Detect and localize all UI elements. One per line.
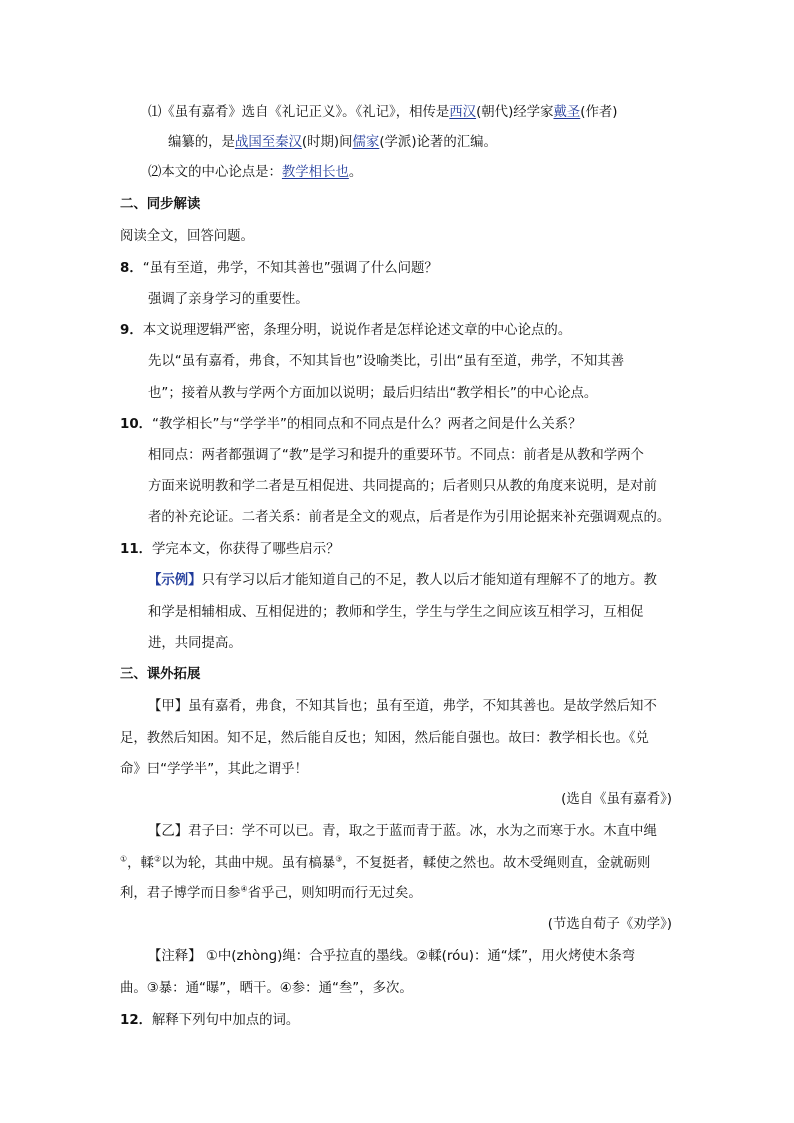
answer-11-line-3: 进，共同提高。 xyxy=(148,636,242,651)
answer-dynasty: 西汉 xyxy=(449,105,477,120)
question-number: 11． xyxy=(120,542,153,557)
footnote-marker: ④ xyxy=(240,884,248,894)
passage-jia-line-3: 命》曰“学学半”，其此之谓乎！ xyxy=(120,762,308,777)
footnote-marker: ① xyxy=(120,854,128,864)
text: ⑵本文的中心论点是： xyxy=(148,165,282,180)
notes-line-2: 曲。③暴：通“曝”，晒干。④参：通“叁”，多次。 xyxy=(120,981,413,996)
passage-jia-source: (选自《虽有嘉肴》) xyxy=(561,792,672,807)
section-heading: 三、课外拓展 xyxy=(120,667,201,682)
question-10 xyxy=(120,416,582,434)
answer-10-line-1: 相同点：两者都强调了“教”是学习和提升的重要环节。不同点：前者是从教和学两个 xyxy=(148,448,644,463)
text: (学派)论著的汇编。 xyxy=(379,135,497,150)
text: (作者) xyxy=(580,105,618,120)
text: (朝代)经学家 xyxy=(476,105,554,120)
question-number: 12． xyxy=(120,1013,153,1028)
question-number: 9． xyxy=(120,323,143,338)
text: ，不复挺者，輮使之然也。故木受绳则直，金就砺则 xyxy=(342,856,651,871)
text: 省乎己，则知明而行无过矣。 xyxy=(247,886,422,901)
passage-jia-line-2: 足，教然后知困。知不足，然后能自反也；知困，然后能自强也。故曰：教学相长也。《兑 xyxy=(120,731,649,746)
text: ⑴《虽有嘉肴》选自《礼记正义》。《礼记》，相传是 xyxy=(148,105,450,120)
passage-yi-line-1: 【乙】君子曰：学不可以已。青，取之于蓝而青于蓝。冰，水为之而寒于水。木直中绳 xyxy=(148,824,657,839)
text: ，輮 xyxy=(127,856,154,871)
text: (时期)间 xyxy=(301,135,353,150)
question-text: 解释下列句中加点的词。 xyxy=(152,1013,300,1028)
passage-yi-line-3 xyxy=(120,885,422,903)
text: 编纂的，是 xyxy=(168,135,235,150)
answer-1-line-2 xyxy=(168,134,497,152)
footnote-marker: ③ xyxy=(335,854,343,864)
answer-thesis: 教学相长也 xyxy=(281,165,349,180)
passage-jia-line-1: 【甲】虽有嘉肴，弗食，不知其旨也；虽有至道，弗学，不知其善也。是故学然后知不 xyxy=(148,699,657,714)
answer-10-line-3: 者的补充论证。二者关系：前者是全文的观点，后者是作为引用论据来补充强调观点的。 xyxy=(148,510,671,525)
answer-9-line-2: 也”；接着从教与学两个方面加以说明；最后归结出“教学相长”的中心论点。 xyxy=(148,386,598,401)
question-text: “教学相长”与“学学半”的相同点和不同点是什么？两者之间是什么关系？ xyxy=(152,417,582,432)
text: 。 xyxy=(348,165,363,180)
passage-yi-line-2 xyxy=(120,855,650,873)
question-9 xyxy=(120,322,571,340)
answer-author: 戴圣 xyxy=(553,105,581,120)
answer-10-line-2: 方面来说明教和学二者是互相促进、共同提高的；后者则只从教的角度来说明，是对前 xyxy=(148,479,657,494)
question-11 xyxy=(120,541,340,559)
answer-11-line-1 xyxy=(148,572,657,590)
question-text: “虽有至道，弗学，不知其善也”强调了什么问题？ xyxy=(142,261,438,276)
answer-11-line-2: 和学是相辅相成、互相促进的；教师和学生，学生与学生之间应该互相学习，互相促 xyxy=(148,605,644,620)
question-number: 8． xyxy=(120,261,143,276)
passage-yi-source: (节选自荀子《劝学》) xyxy=(547,917,672,932)
answer-9-line-1: 先以“虽有嘉肴，弗食，不知其旨也”设喻类比，引出“虽有至道，弗学，不知其善 xyxy=(148,354,625,369)
section-heading: 二、同步解读 xyxy=(120,197,201,212)
example-tag: 【示例】 xyxy=(148,573,202,588)
answer-2-line xyxy=(148,164,362,182)
answer-1-line-1 xyxy=(148,104,617,122)
question-8 xyxy=(120,260,438,278)
answer-8: 强调了亲身学习的重要性。 xyxy=(148,292,309,307)
text: 利，君子博学而日参 xyxy=(120,886,241,901)
question-text: 本文说理逻辑严密，条理分明，说说作者是怎样论述文章的中心论点的。 xyxy=(142,323,572,338)
instruction: 阅读全文，回答问题。 xyxy=(120,229,254,244)
question-number: 10． xyxy=(120,417,153,432)
text: 只有学习以后才能知道自己的不足，教人以后才能知道有理解不了的地方。教 xyxy=(201,573,657,588)
text: 以为轮，其曲中规。虽有槁暴 xyxy=(161,856,336,871)
question-12 xyxy=(120,1012,299,1030)
answer-school: 儒家 xyxy=(352,135,380,150)
answer-period: 战国至秦汉 xyxy=(234,135,302,150)
notes-line-1: 【注释】 ①中(zhònɡ)绳：合乎拉直的墨线。②輮(róu)：通“煣”，用火烤使木条弯 xyxy=(148,949,636,964)
question-text: 学完本文，你获得了哪些启示？ xyxy=(152,542,340,557)
footnote-marker: ② xyxy=(153,854,162,864)
